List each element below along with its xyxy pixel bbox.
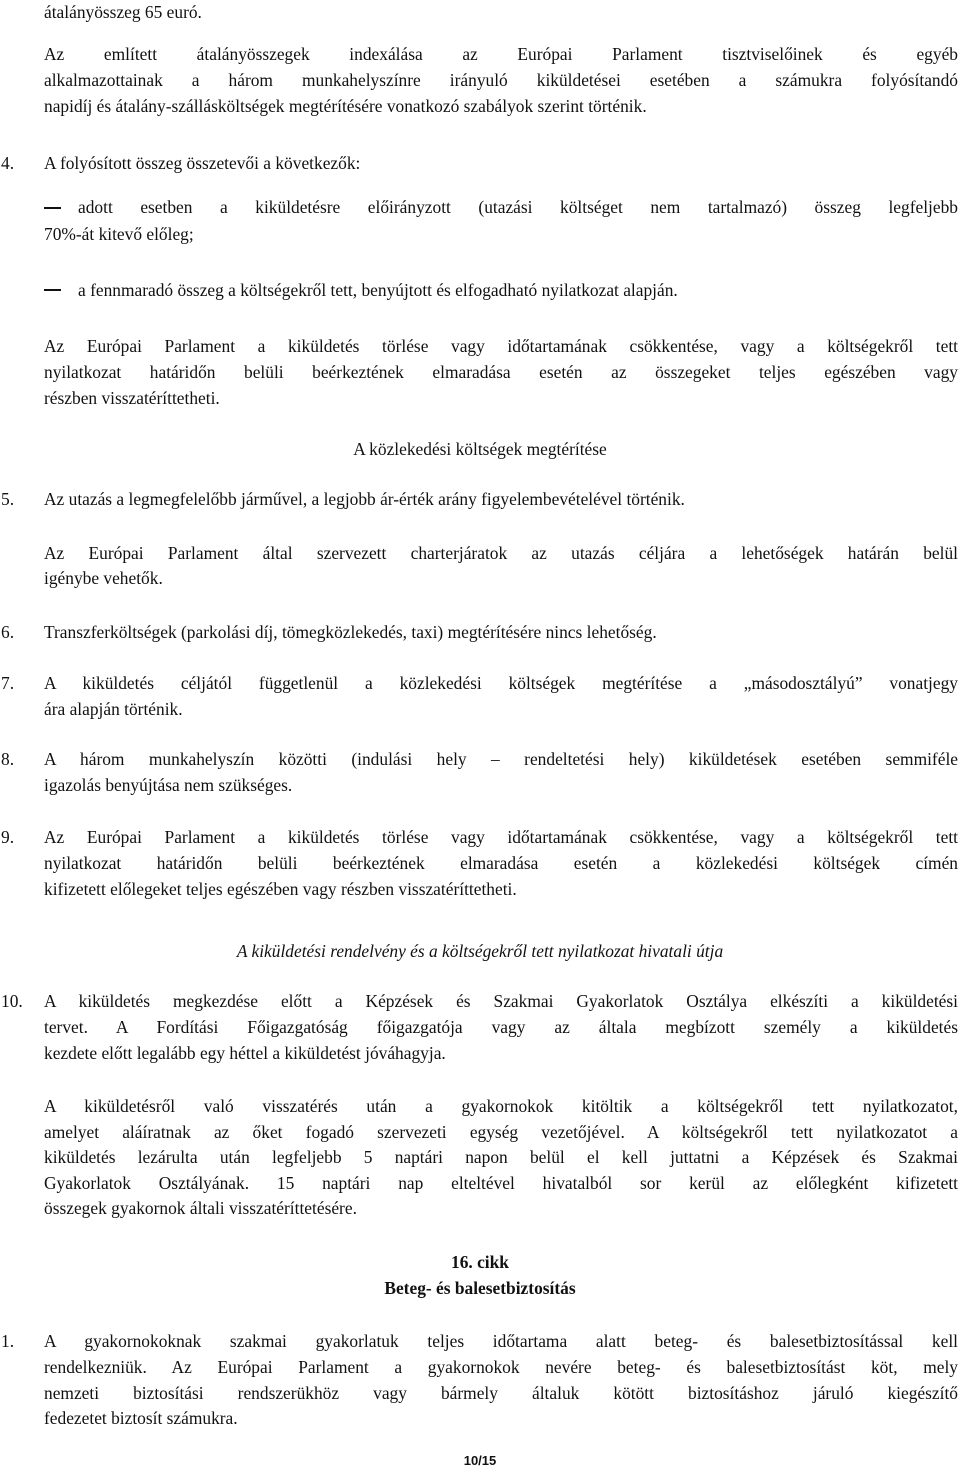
- text-line: Gyakorlatok Osztályának. 15 naptári nap elteltével hivatalból sor kerül az előlegként kifizetett: [44, 1173, 958, 1193]
- text-line: ára alapján történik.: [44, 699, 183, 719]
- text-line: Az utazás a legmegfelelőbb járművel, a legjobb ár-érték arány figyelembevételével történik.: [44, 489, 685, 509]
- text-line: Transzferköltségek (parkolási díj, tömegközlekedés, taxi) megtérítésére nincs lehetőség.: [44, 622, 657, 642]
- text-line: kiküldetés lezárulta után legfeljebb 5 naptári napon belül el kell juttatni a Képzések és Szakmai: [44, 1147, 958, 1167]
- text-line: tervet. A Fordítási Főigazgatóság főigazgatója vagy az általa megbízott személy a kiküldetés: [44, 1017, 958, 1037]
- text-line: összegek gyakornok általi visszatéríttetésére.: [44, 1198, 357, 1218]
- text-line: rendelkezniük. Az Európai Parlament a gyakornokok nevére beteg- és balesetbiztosítást köt, mely: [44, 1357, 958, 1377]
- text-line: igénybe vehetők.: [44, 568, 163, 588]
- text-line: részben visszatéríttetheti.: [44, 388, 220, 408]
- page-number: 10/15: [463, 1453, 497, 1468]
- text-line: A kiküldetés céljától függetlenül a közlekedési költségek megtérítése a „másodosztályú” vonatjegy: [44, 673, 958, 693]
- text-line: átalányösszeg 65 euró.: [44, 2, 202, 22]
- paragraph-number: 8.: [1, 749, 15, 769]
- article-title: Beteg- és balesetbiztosítás: [384, 1278, 576, 1298]
- section-heading: A kiküldetési rendelvény és a költségekről tett nyilatkozat hivatali útja: [236, 941, 724, 961]
- text-line: Az Európai Parlament által szervezett charterjáratok az utazás céljára a lehetőségek határán belül: [44, 543, 958, 563]
- list-dash: [44, 207, 61, 209]
- text-line: A kiküldetés megkezdése előtt a Képzések és Szakmai Gyakorlatok Osztálya elkészíti a kiküldetési: [44, 991, 958, 1011]
- text-line: A három munkahelyszín közötti (indulási hely – rendeltetési hely) kiküldetések esetében semmiféle: [44, 749, 958, 769]
- text-line: nyilatkozat határidőn belüli beérkeztének elmaradása esetén az összegeket teljes egészében vagy: [44, 362, 958, 382]
- text-line: 70%-át kitevő előleg;: [44, 224, 194, 244]
- text-line: nemzeti biztosítási rendszerükhöz vagy bármely általuk kötött biztosításhoz járuló kiegészítő: [44, 1383, 958, 1403]
- text-line: alkalmazottainak a három munkahelyszínre irányuló kiküldetései esetében a számukra folyósítandó: [44, 70, 958, 90]
- paragraph-number: 4.: [1, 153, 15, 173]
- text-line: napidíj és átalány-szállásköltségek megtérítésére vonatkozó szabályok szerint történik.: [44, 96, 647, 116]
- article-number: 16. cikk: [451, 1252, 509, 1272]
- text-line: kifizetett előlegeket teljes egészében vagy részben visszatéríttetheti.: [44, 879, 517, 899]
- text-line: A folyósított összeg összetevői a következők:: [44, 153, 361, 173]
- text-line: igazolás benyújtása nem szükséges.: [44, 775, 293, 795]
- text-line: A gyakornokoknak szakmai gyakorlatuk teljes időtartama alatt beteg- és balesetbiztosítással kell: [44, 1331, 958, 1351]
- section-heading: A közlekedési költségek megtérítése: [353, 439, 607, 459]
- paragraph-number: 6.: [1, 622, 15, 642]
- list-item: a fennmaradó összeg a költségekről tett, benyújtott és elfogadható nyilatkozat alapján.: [78, 280, 678, 300]
- text-line: nyilatkozat határidőn belüli beérkeztének elmaradása esetén a közlekedési költségek címén: [44, 853, 958, 873]
- list-item: adott esetben a kiküldetésre előirányzott (utazási költséget nem tartalmazó) összeg legfeljebb: [78, 197, 958, 217]
- paragraph-number: 1.: [1, 1331, 15, 1351]
- text-line: amelyet aláíratnak az őket fogadó szervezeti egység vezetőjével. A költségekről tett nyilatkozatot a: [44, 1122, 958, 1142]
- text-line: Az említett átalányösszegek indexálása az Európai Parlament tisztviselőinek és egyéb: [44, 44, 958, 64]
- text-line: kezdete előtt legalább egy héttel a kiküldetést jóváhagyja.: [44, 1043, 446, 1063]
- text-line: A kiküldetésről való visszatérés után a gyakornokok kitöltik a költségekről tett nyilatkozatot,: [44, 1096, 958, 1116]
- paragraph-number: 7.: [1, 673, 15, 693]
- text-line: Az Európai Parlament a kiküldetés törlése vagy időtartamának csökkentése, vagy a költségekről tett: [44, 827, 958, 847]
- paragraph-number: 10.: [1, 991, 23, 1011]
- paragraph-number: 5.: [1, 489, 15, 509]
- text-line: fedezetet biztosít számukra.: [44, 1408, 238, 1428]
- list-dash: [44, 289, 61, 291]
- paragraph-number: 9.: [1, 827, 15, 847]
- text-line: Az Európai Parlament a kiküldetés törlése vagy időtartamának csökkentése, vagy a költségekről tett: [44, 336, 958, 356]
